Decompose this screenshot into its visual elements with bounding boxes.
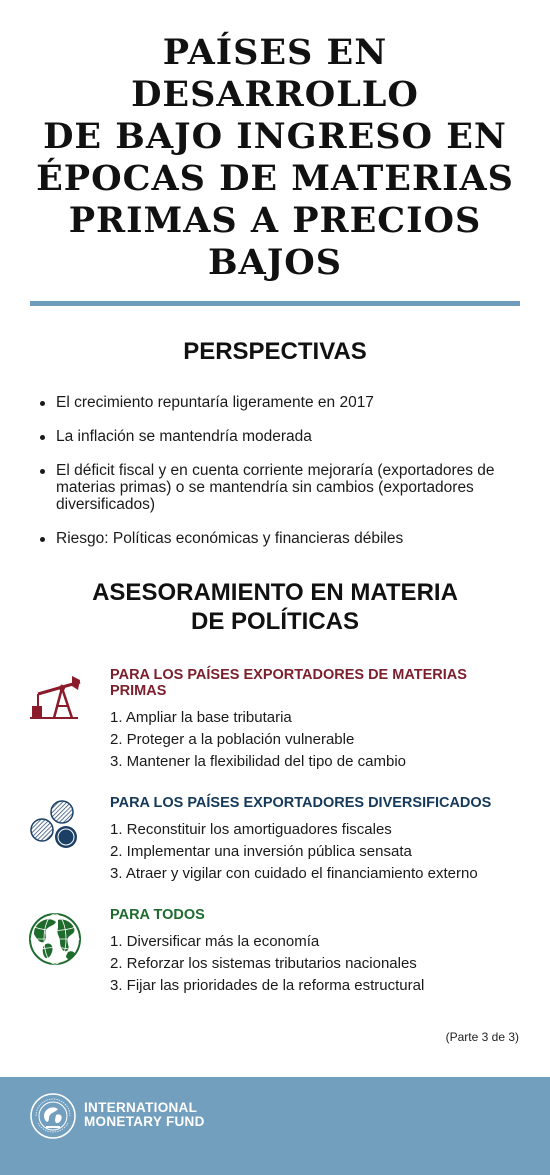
list-item: 3. Fijar las prioridades de la reforma estructural [110,977,425,994]
section-title: PARA LOS PAÍSES EXPORTADORES DE MATERIAS PRIMAS [110,667,467,699]
title-line: DESARROLLO [131,74,419,115]
section-title: PARA LOS PAÍSES EXPORTADORES DIVERSIFICADOS [110,795,492,811]
list-item: 1. Ampliar la base tributaria [110,709,292,726]
list-item: 1. Reconstituir los amortiguadores fiscales [110,821,392,838]
list-item: 3. Mantener la flexibilidad del tipo de cambio [110,753,407,770]
list-item: 3. Atraer y vigilar con cuidado el financiamiento externo [110,865,478,882]
heading-line: ASESORAMIENTO EN MATERIA [92,579,458,606]
list-item-text: El crecimiento repuntaría ligeramente en 2017 [56,394,374,411]
list-item [40,394,530,411]
section-list [110,707,530,773]
asesoramiento-heading [0,578,550,636]
org-name-line: INTERNATIONAL [84,1100,198,1115]
bullet-icon [40,435,45,440]
list-item: 2. Reforzar los sistemas tributarios nacionales [110,955,417,972]
list-item-text: El déficit fiscal y en cuenta corriente mejoraría (exportadores de materias primas) o se mantendría sin cambios (exportadores diversificados) [56,462,495,513]
page-title [0,32,550,284]
section-list [110,819,530,885]
title-line: DE BAJO INGRESO EN [43,116,507,157]
list-item-text: Riesgo: Políticas económicas y financieras débiles [56,530,404,547]
list-item: 2. Implementar una inversión pública sensata [110,843,412,860]
list-item-text: La inflación se mantendría moderada [56,428,312,445]
list-item [40,462,530,513]
section-title: PARA TODOS [110,907,205,923]
part-label: (Parte 3 de 3) [445,1030,519,1044]
title-divider [30,301,520,306]
oil-pump-icon [28,668,82,722]
bullet-icon [40,537,45,542]
title-line: ÉPOCAS DE MATERIAS [36,158,514,199]
perspectivas-heading: PERSPECTIVAS [183,338,367,365]
bullet-icon [40,401,45,406]
title-line: PAÍSES EN [162,32,388,73]
list-item [40,530,530,547]
section-list [110,931,530,997]
list-item [40,428,530,445]
imf-seal-icon [30,1093,76,1139]
globe-icon [28,912,82,966]
title-line: PRIMAS A PRECIOS [68,200,482,241]
list-item: 2. Proteger a la población vulnerable [110,731,355,748]
title-line: BAJOS [207,242,343,283]
org-name-line: MONETARY FUND [84,1114,205,1129]
heading-line: DE POLÍTICAS [190,608,359,635]
footer [0,1077,550,1175]
org-name [84,1101,205,1129]
list-item: 1. Diversificar más la economía [110,933,320,950]
coins-icon [28,798,82,852]
bullet-icon [40,469,45,474]
perspectivas-list [40,394,530,564]
